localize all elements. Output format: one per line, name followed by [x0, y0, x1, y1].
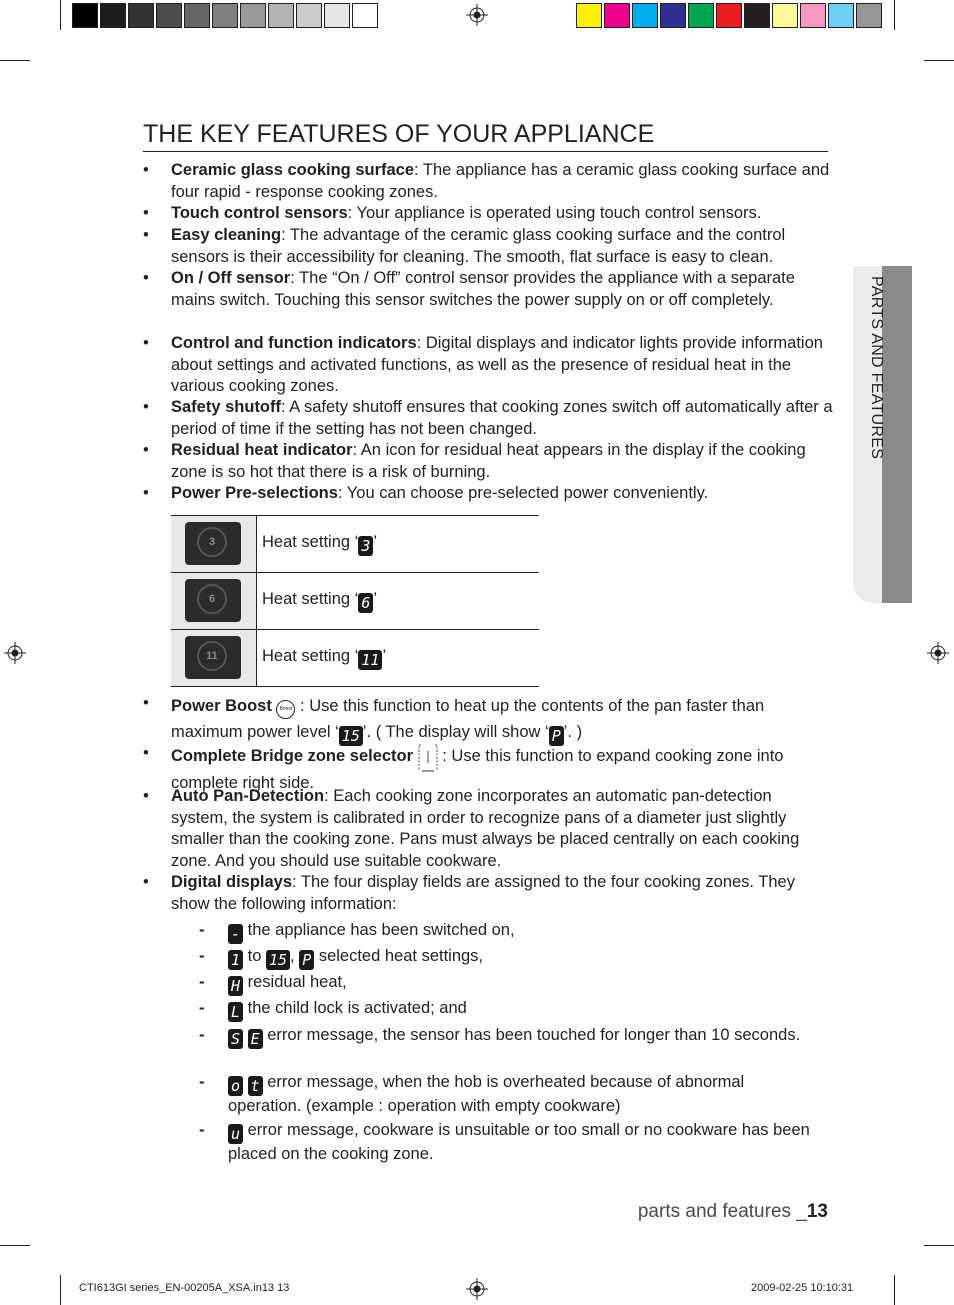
knob-image	[171, 630, 257, 686]
display-segment-icon: E	[248, 1029, 263, 1049]
crop-mark	[924, 1245, 954, 1246]
bullet: •	[143, 744, 149, 762]
feature-term: Digital displays	[171, 873, 293, 891]
side-tab-bar	[882, 266, 912, 603]
crop-mark	[894, 0, 895, 30]
gray-swatch	[352, 3, 378, 28]
bullet: •	[143, 161, 149, 179]
footer-label: parts and features _	[637, 1201, 807, 1222]
bullet: •	[143, 484, 149, 502]
color-swatch	[576, 3, 602, 28]
bullet: •	[143, 269, 149, 287]
dash: -	[199, 1073, 205, 1091]
display-segment-icon: -	[228, 924, 243, 944]
side-tab-label: PARTS AND FEATURES	[868, 276, 885, 460]
bullet: •	[143, 398, 149, 416]
feature-description: ’. ( The display will show ‘	[362, 723, 549, 741]
table-row	[171, 515, 539, 572]
table-row	[171, 572, 539, 629]
display-description: error message, the sensor has been touched for longer than 10 seconds.	[267, 1026, 801, 1044]
color-swatch	[688, 3, 714, 28]
crop-mark	[0, 60, 30, 61]
color-swatch	[744, 3, 770, 28]
feature-term: Power Boost	[171, 697, 272, 715]
display-segment-icon: L	[228, 1002, 243, 1022]
page-title: THE KEY FEATURES OF YOUR APPLIANCE	[143, 120, 655, 148]
feature-description: : Each cooking zone incorporates an automatic pan-detection system, the system is calibrated in order to recognize pans of a diameter just slightly smaller than the cooking zone. Pans must always be placed centrally on each cooking zone. And you should use suitable cookware.	[171, 787, 800, 870]
feature-description: : A safety shutoff ensures that cooking zones switch off automatically after a period of time if the setting has not been changed.	[171, 398, 833, 438]
touch-key-icon	[185, 579, 241, 622]
list-item-pan-detection	[143, 786, 833, 872]
dash: -	[199, 999, 205, 1017]
bullet: •	[143, 334, 149, 352]
gray-swatch	[100, 3, 126, 28]
gray-swatch	[156, 3, 182, 28]
gray-swatch	[184, 3, 210, 28]
color-swatch	[660, 3, 686, 28]
list-item	[199, 1120, 819, 1166]
feature-description: : Your appliance is operated using touch control sensors.	[347, 204, 762, 222]
gray-swatch	[128, 3, 154, 28]
bridge-icon	[418, 743, 438, 773]
display-segment-icon: t	[248, 1076, 263, 1096]
color-swatch	[800, 3, 826, 28]
display-segment-icon: 11	[358, 650, 382, 670]
color-swatch	[856, 3, 882, 28]
display-description: selected heat settings,	[314, 947, 484, 965]
list-item	[199, 920, 819, 944]
list-item	[199, 1025, 819, 1049]
feature-description: ’. )	[563, 723, 583, 741]
bullet: •	[143, 873, 149, 891]
knob-image	[171, 573, 257, 629]
heat-setting-table	[171, 515, 539, 687]
bullet: •	[143, 441, 149, 459]
feature-description: : The advantage of the ceramic glass cooking surface and the control sensors is their accessibility for cleaning. The smooth, flat surface is easy to clean.	[171, 226, 786, 266]
bullet: •	[143, 787, 149, 805]
registration-mark-icon	[927, 642, 949, 664]
crop-mark	[924, 60, 954, 61]
text-connector: to	[247, 947, 266, 965]
bullet: •	[143, 204, 149, 222]
gray-swatch	[324, 3, 350, 28]
feature-term: Power Pre-selections	[171, 484, 338, 502]
label-close: ’	[373, 590, 378, 608]
crop-mark	[60, 1275, 61, 1305]
heat-setting-label	[262, 533, 377, 556]
feature-term: Ceramic glass cooking surface	[171, 161, 415, 179]
list-item-power-boost	[143, 693, 833, 746]
crop-mark	[60, 0, 61, 30]
registration-mark-icon	[466, 1278, 488, 1300]
feature-description: : Use this function to expand cooking zone into complete right side.	[171, 747, 784, 792]
dash: -	[199, 947, 205, 965]
display-description: the child lock is activated; and	[247, 999, 467, 1017]
feature-description: : You can choose pre-selected power conveniently.	[337, 484, 709, 502]
dash: -	[199, 921, 205, 939]
display-description: residual heat,	[247, 973, 347, 991]
label-text: Heat setting ‘	[262, 647, 359, 665]
feature-term: Touch control sensors	[171, 204, 348, 222]
label-text: Heat setting ‘	[262, 590, 359, 608]
crop-mark	[0, 1245, 30, 1246]
display-segment-icon: H	[228, 976, 243, 996]
knob-level: 6	[197, 584, 227, 614]
feature-description: : The four display fields are assigned to the four cooking zones. They show the following information:	[171, 873, 795, 913]
display-segment-icon: 3	[358, 536, 373, 556]
gray-swatch	[72, 3, 98, 28]
display-description: error message, when the hob is overheated because of abnormal operation. (example : operation with empty cookware)	[228, 1073, 745, 1115]
list-item	[143, 160, 833, 203]
print-slug-filename: CTI613GI series_EN-00205A_XSA.in13 13	[79, 1282, 290, 1294]
bullet: •	[143, 694, 149, 712]
color-swatch	[632, 3, 658, 28]
feature-term: Auto Pan-Detection	[171, 787, 325, 805]
dash: -	[199, 973, 205, 991]
knob-level: 3	[197, 527, 227, 557]
list-item	[199, 1072, 819, 1118]
registration-mark-icon	[4, 642, 26, 664]
color-swatch	[716, 3, 742, 28]
page-footer	[638, 1201, 828, 1223]
table-row	[171, 629, 539, 687]
feature-description: : The “On / Off” control sensor provides the appliance with a separate mains switch. Touching this sensor switches the power supply on or off completely.	[171, 269, 795, 309]
bullet: •	[143, 226, 149, 244]
print-slug-timestamp: 2009-02-25 10:10:31	[751, 1282, 854, 1294]
gray-swatch	[212, 3, 238, 28]
gray-swatch	[296, 3, 322, 28]
touch-key-icon	[185, 636, 241, 679]
text-connector: ,	[290, 947, 300, 965]
list-item	[143, 268, 833, 311]
display-segment-icon: 15	[266, 950, 290, 970]
heat-setting-label	[262, 647, 386, 670]
label-close: ’	[382, 647, 387, 665]
feature-term: On / Off sensor	[171, 269, 291, 287]
boost-icon: Boost	[276, 700, 295, 719]
feature-description: : Digital displays and indicator lights provide information about settings and activated functions, as well as the presence of residual heat in the various cooking zones.	[171, 334, 823, 395]
display-segment-icon: S	[228, 1029, 243, 1049]
display-segment-icon: 1	[228, 950, 243, 970]
color-swatch	[604, 3, 630, 28]
list-item	[143, 225, 833, 268]
feature-description: : Use this function to heat up the contents of the pan faster than maximum power level ‘	[171, 697, 765, 741]
display-description: error message, cookware is unsuitable or too small or no cookware has been placed on the cooking zone.	[228, 1121, 810, 1163]
knob-image	[171, 516, 257, 572]
display-segment-icon: P	[299, 950, 314, 970]
color-swatch	[772, 3, 798, 28]
feature-term: Easy cleaning	[171, 226, 282, 244]
list-item	[143, 440, 833, 483]
feature-description: : The appliance has a ceramic glass cooking surface and four rapid - response cooking zones.	[171, 161, 830, 201]
list-item	[199, 946, 819, 970]
label-close: ’	[373, 533, 378, 551]
display-segment-icon: 6	[358, 593, 373, 613]
color-swatch	[828, 3, 854, 28]
list-item	[143, 397, 833, 440]
registration-mark-icon	[466, 4, 488, 26]
display-segment-icon: u	[228, 1124, 243, 1144]
gray-swatch	[268, 3, 294, 28]
feature-term: Residual heat indicator	[171, 441, 353, 459]
display-description: the appliance has been switched on,	[247, 921, 515, 939]
dash: -	[199, 1121, 205, 1139]
display-segment-icon: o	[228, 1076, 243, 1096]
list-item-digital-displays	[143, 872, 833, 915]
page-number: 13	[806, 1201, 828, 1222]
knob-level: 11	[197, 641, 227, 671]
dash: -	[199, 1026, 205, 1044]
display-segment-icon: 15	[339, 726, 363, 746]
feature-term: Control and function indicators	[171, 334, 417, 352]
list-item	[199, 972, 819, 996]
list-item	[199, 998, 819, 1022]
feature-term: Safety shutoff	[171, 398, 282, 416]
touch-key-icon	[185, 522, 241, 565]
list-item	[143, 483, 833, 505]
label-text: Heat setting ‘	[262, 533, 359, 551]
display-segment-icon: P	[549, 726, 564, 746]
feature-term: Complete Bridge zone selector	[171, 747, 414, 765]
crop-mark	[894, 1275, 895, 1305]
feature-description: : An icon for residual heat appears in the display if the cooking zone is so hot that there is a risk of burning.	[171, 441, 806, 481]
list-item	[143, 333, 833, 398]
gray-swatch	[240, 3, 266, 28]
heat-setting-label	[262, 590, 377, 613]
title-divider	[143, 151, 828, 152]
list-item	[143, 203, 833, 225]
